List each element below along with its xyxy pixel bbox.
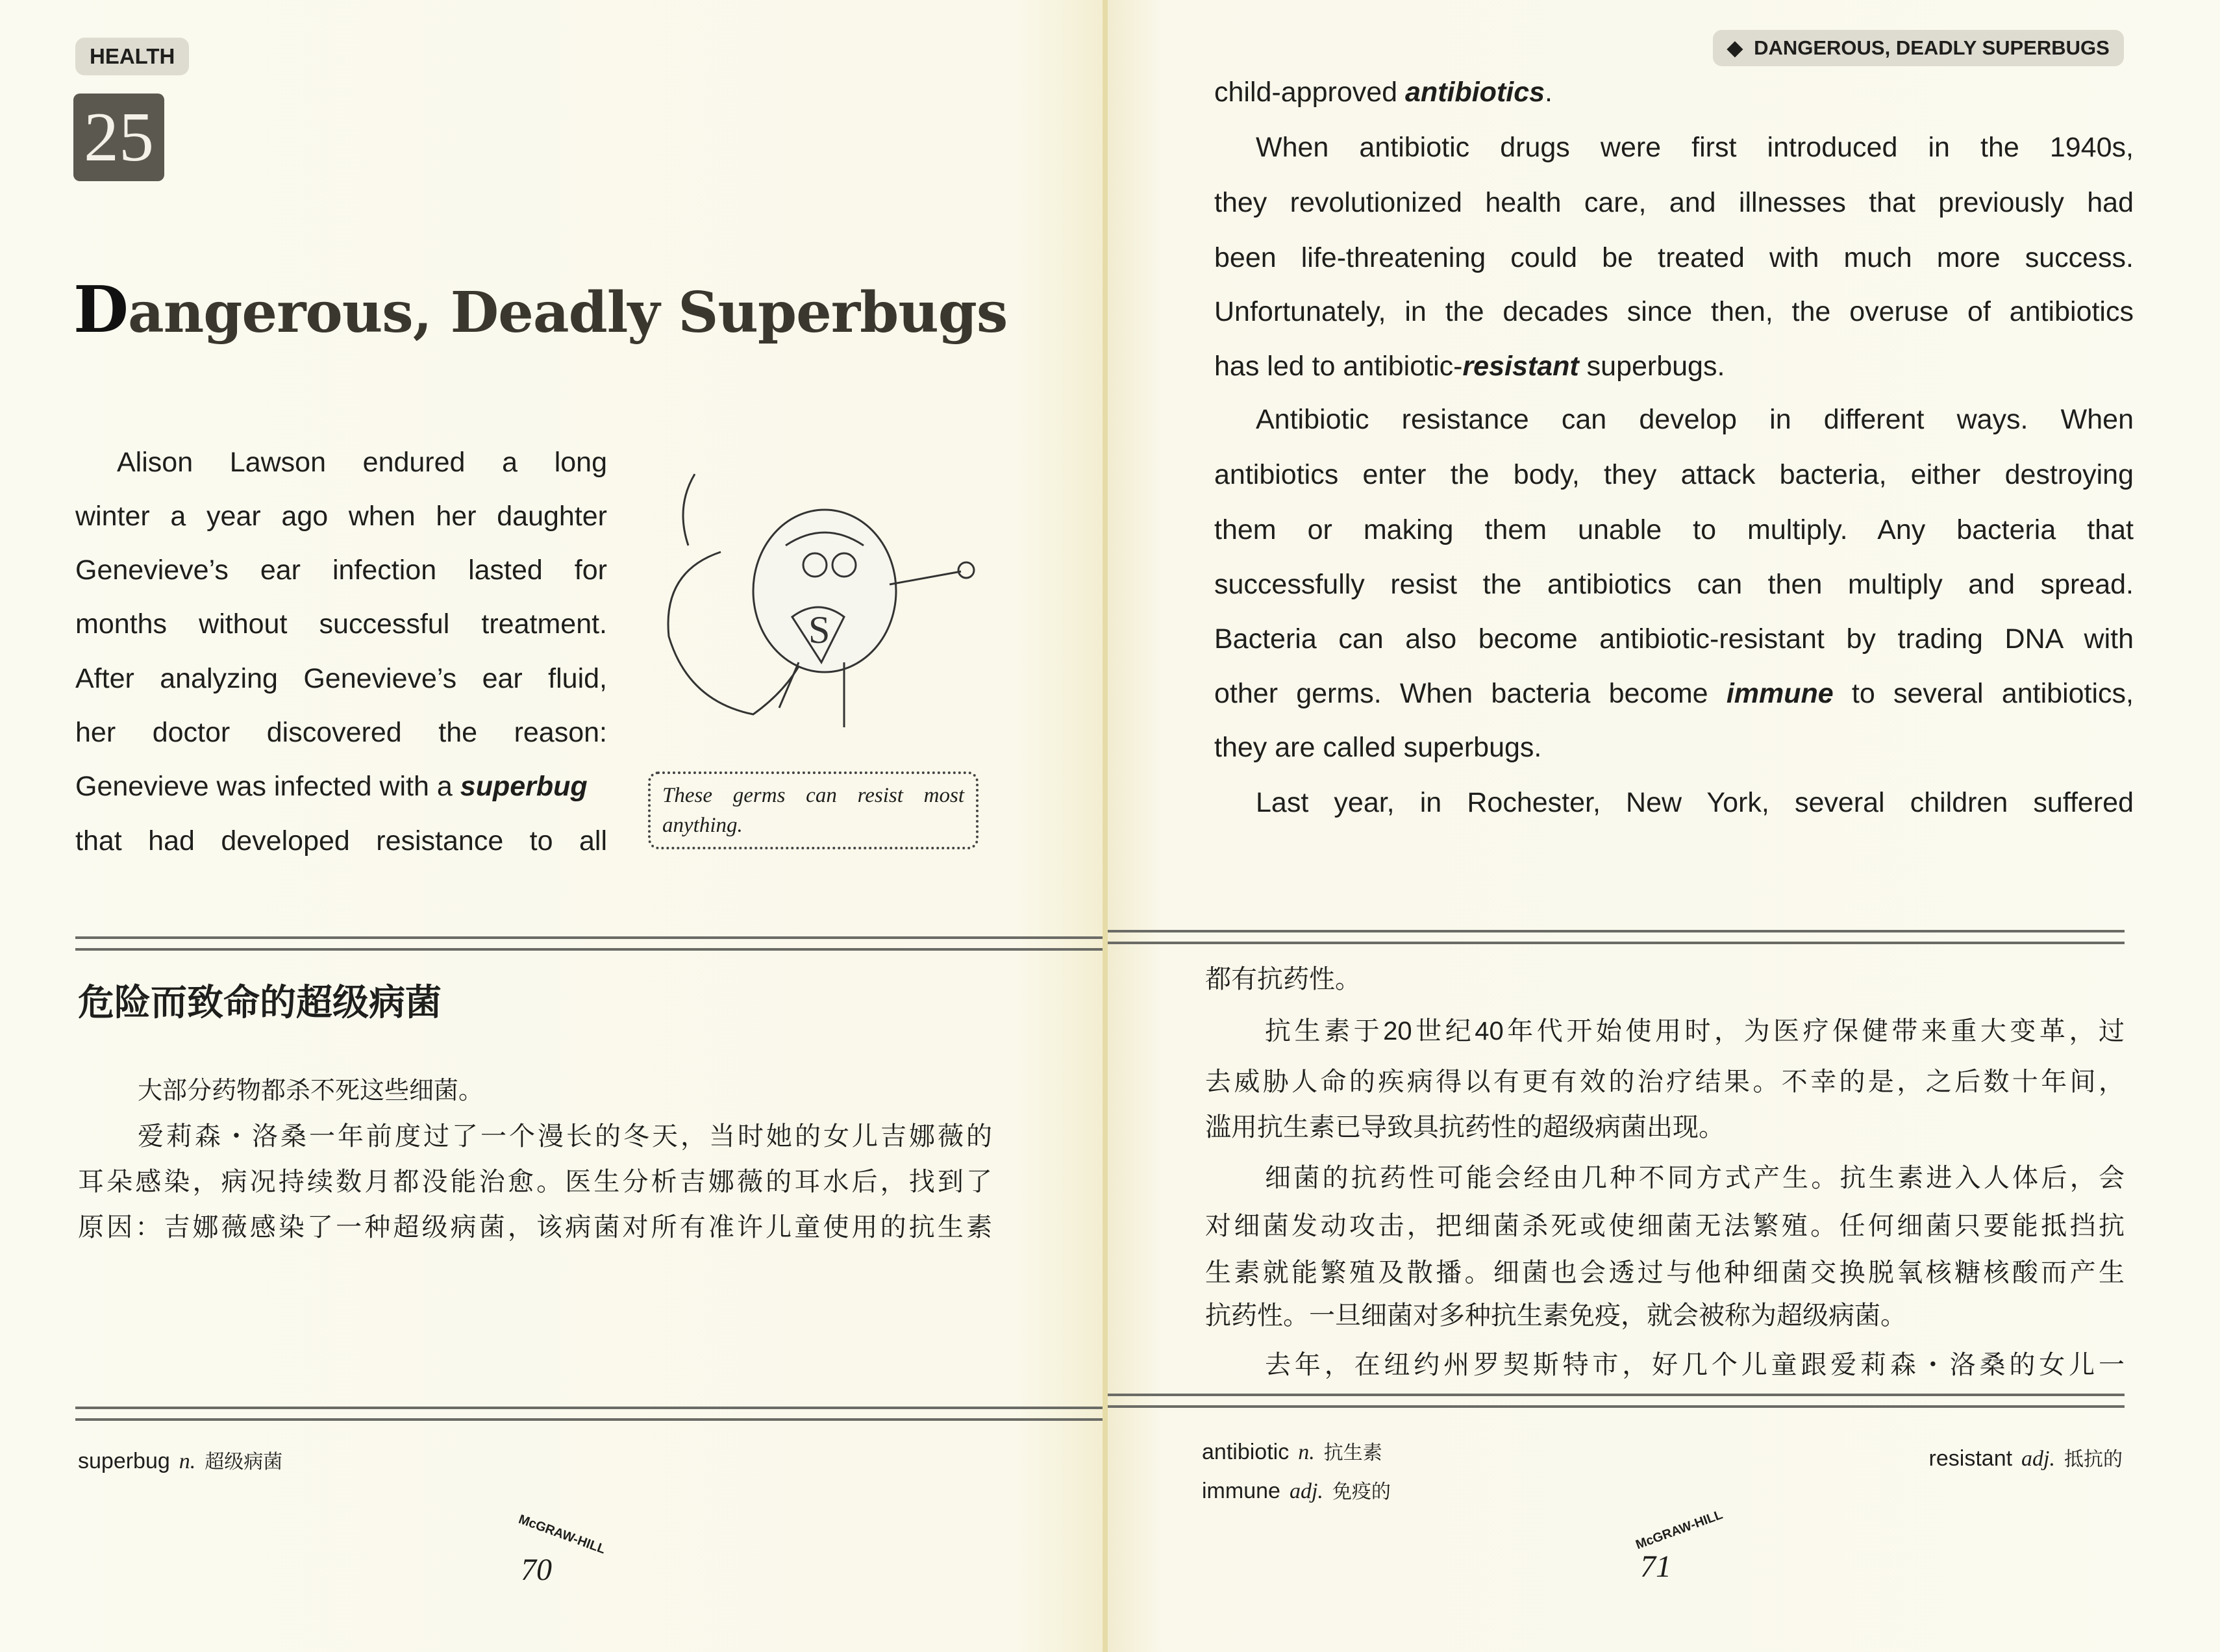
text-line: that had developed resistance to all [75,825,607,857]
chinese-line: 去威胁人命的疾病得以有更有效的治疗结果。不幸的是，之后数十年间， [1205,1068,2125,1096]
text-line [1214,678,2134,710]
glossary-pos: adj. [2021,1447,2055,1471]
illustration-caption [648,771,979,849]
text-line: her doctor discovered the reason: [75,717,607,748]
svg-text:S: S [808,608,830,651]
left-page [0,0,1104,1652]
glossary-entry [78,1446,282,1474]
keyword-superbug: superbug [460,771,588,802]
glossary-pos: n. [1298,1440,1315,1464]
chinese-title: 危险而致命的超级病菌 [78,982,442,1023]
book-spine [1103,0,1108,1652]
page-title [73,273,1007,347]
text-fragment: Antibiotic resistance can develop in different ways. When [1256,404,2134,435]
text-line: After analyzing Genevieve’s ear fluid, [75,663,607,694]
section-tag: HEALTH [75,38,189,75]
text-line [1256,404,2134,436]
double-rule [75,936,1104,951]
text-fragment: has led to antibiotic- [1214,351,1463,382]
chinese-line: 去年，在纽约州罗契斯特市，好几个儿童跟爱莉森・洛桑的女儿一 [1265,1351,2125,1379]
text-fragment: them or making them unable to multiply. Any bacteria that [1214,514,2134,545]
title-rest: angerous, Deadly Superbugs [127,280,1008,345]
text-fragment: they are called superbugs. [1214,732,1542,763]
section-tag [1713,30,2124,66]
text-line [1256,787,2134,819]
glossary-entry [1929,1443,2123,1471]
text-line [1214,351,1725,382]
chinese-line: 爱莉森・洛桑一年前度过了一个漫长的冬天，当时她的女儿吉娜薇的 [138,1122,992,1151]
text-line: winter a year ago when her daughter [75,501,607,532]
text-line [1214,296,2134,328]
text-fragment: Last year, in Rochester, New York, several children suffered [1256,787,2134,818]
text-fragment: to several antibiotics, [1833,678,2134,709]
chinese-line: 抗药性。一旦细菌对多种抗生素免疫，就会被称为超级病菌。 [1205,1301,1906,1330]
chinese-line: 生素就能繁殖及散播。细菌也会透过与他种细菌交换脱氧核糖核酸而产生 [1205,1258,2125,1287]
glossary-word: antibiotic [1202,1440,1290,1464]
glossary-entry [1202,1436,1382,1465]
text-line [1214,187,2134,219]
text-fragment: When antibiotic drugs were first introduced in the 1940s, [1256,132,2134,163]
chinese-line: 细菌的抗药性可能会经由几种不同方式产生。抗生素进入人体后，会 [1265,1164,2125,1192]
text-fragment: other germs. When bacteria become [1214,678,1727,709]
diamond-icon: ◆ [1727,36,1754,59]
double-rule [75,1407,1104,1421]
section-tag-label: DANGEROUS, DEADLY SUPERBUGS [1754,36,2110,59]
text-fragment: Genevieve was infected with a [75,771,453,802]
text-fragment: . [1545,77,1553,108]
chinese-line: 抗生素于20世纪40年代开始使用时，为医疗保健带来重大变革，过 [1265,1017,2125,1045]
title-initial: D [73,273,128,347]
caption-line: anything. [662,814,743,837]
chinese-line: 对细菌发动攻击，把细菌杀死或使细菌无法繁殖。任何细菌只要能抵挡抗 [1205,1212,2125,1240]
page-number: 71 [1640,1549,1671,1584]
glossary-word: superbug [78,1449,170,1473]
chinese-line: 都有抗药性。 [1205,965,1361,994]
text-fragment: successfully resist the antibiotics can then multiply and spread. [1214,569,2134,600]
glossary-meaning: 免疫的 [1332,1481,1391,1503]
keyword: immune [1726,678,1834,709]
glossary-meaning: 超级病菌 [205,1451,283,1473]
text-fragment: superbugs. [1578,351,1725,382]
text-line [1214,732,1541,764]
text-fragment: Unfortunately, in the decades since then, the overuse of antibiotics [1214,296,2134,327]
glossary-pos: n. [179,1449,196,1473]
glossary-pos: adj. [1289,1479,1323,1503]
chinese-line: 原因：吉娜薇感染了一种超级病菌，该病菌对所有准许儿童使用的抗生素 [78,1213,992,1242]
superbug-illustration [649,468,987,740]
text-line [1214,623,2134,655]
text-line [1214,569,2134,601]
text-line [1256,132,2134,164]
chinese-line: 耳朵感染，病况持续数月都没能治愈。医生分析吉娜薇的耳水后，找到了 [78,1168,992,1196]
chinese-line: 滥用抗生素已导致具抗药性的超级病菌出现。 [1205,1113,1725,1142]
text-fragment: child-approved [1214,77,1406,108]
publisher-logo: McGRAW-HILL [516,1512,608,1557]
text-fragment: antibiotics enter the body, they attack bacteria, either destroying [1214,459,2134,490]
caption-line: These germs can resist most [662,784,964,807]
text-fragment: Bacteria can also become antibiotic-resistant by trading DNA with [1214,623,2134,655]
keyword: resistant [1462,351,1579,382]
text-line [1214,242,2134,274]
right-page [1108,0,2220,1652]
text-fragment: they revolutionized health care, and illnesses that previously had [1214,187,2134,218]
double-rule [1108,930,2125,944]
page-number: 70 [521,1553,552,1587]
text-line [1214,77,1553,108]
publisher-logo: McGRAW-HILL [1634,1507,1725,1553]
text-line: Alison Lawson endured a long [117,447,607,478]
text-line [1214,514,2134,546]
glossary-word: resistant [1928,1446,2013,1471]
glossary-meaning: 抗生素 [1323,1442,1382,1464]
double-rule [1108,1394,2125,1408]
text-line [75,771,588,803]
glossary-meaning: 抵抗的 [2064,1448,2123,1471]
glossary-entry [1202,1475,1391,1504]
text-fragment: been life-threatening could be treated with much more success. [1214,242,2134,273]
text-line [1214,459,2134,491]
text-line: Genevieve’s ear infection lasted for [75,555,607,586]
text-line: months without successful treatment. [75,608,607,640]
chapter-number: 25 [73,94,164,181]
keyword: antibiotics [1405,77,1545,108]
glossary-word: immune [1202,1479,1280,1503]
chinese-caption: 大部分药物都杀不死这些细菌。 [138,1076,484,1105]
